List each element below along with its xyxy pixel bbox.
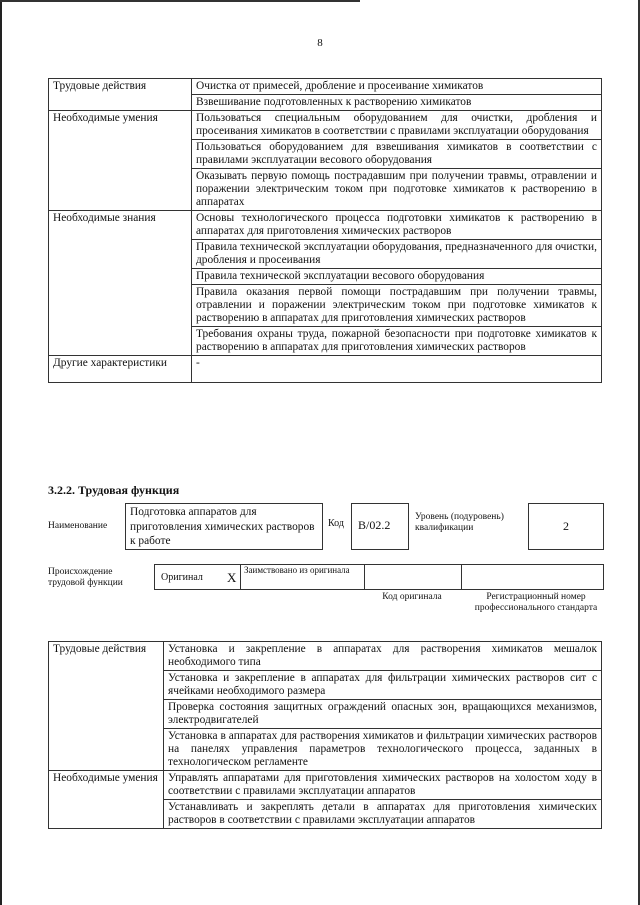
reg-number-caption: Регистрационный номер профессионального стандарта <box>474 592 598 613</box>
table-row <box>49 356 602 383</box>
table-cell: Взвешивание подготовленных к растворению химикатов <box>192 95 602 111</box>
row-label: Трудовые действия <box>49 642 164 771</box>
scan-edge-top <box>0 0 360 2</box>
level-value: 2 <box>563 519 569 533</box>
table-row <box>49 211 602 240</box>
table-row <box>49 771 602 800</box>
divider <box>461 565 462 589</box>
table-cell: Проверка состояния защитных ограждений опасных зон, вращающихся механизмов, электродвигателей <box>164 700 602 729</box>
table-cell: Пользоваться специальным оборудованием для очистки, дробления и просеивания химикатов в соответствии с правилами эксплуатации оборудования <box>192 111 602 140</box>
requirements-table-1 <box>48 78 602 383</box>
table-cell: Оказывать первую помощь пострадавшим при получении травмы, отравлении и поражении электрическим током при подготовке химикатов к растворению в аппаратах <box>192 169 602 211</box>
table-cell: Пользоваться оборудованием для взвешивания химикатов в соответствии с правилами эксплуатации весового оборудования <box>192 140 602 169</box>
table-cell: Основы технологического процесса подготовки химикатов к растворению в аппаратах для приготовления химических растворов <box>192 211 602 240</box>
table-cell: Правила технической эксплуатации весового оборудования <box>192 269 602 285</box>
code-original-caption: Код оригинала <box>382 592 442 602</box>
table-cell: Правила технической эксплуатации оборудования, предназначенного для очистки, дробления и просеивания <box>192 240 602 269</box>
code-label: Код <box>328 518 344 529</box>
table-cell: Устанавливать и закреплять детали в аппаратах для приготовления химических растворов в соответствии с правилами эксплуатации аппаратов <box>164 800 602 829</box>
table-row <box>49 79 602 95</box>
code-box <box>351 503 409 550</box>
origin-label: Происхождение трудовой функции <box>48 567 123 588</box>
divider <box>240 565 241 589</box>
row-label: Необходимые умения <box>49 111 192 211</box>
table-cell: Установка и закрепление в аппаратах для растворения химикатов мешалок необходимого типа <box>164 642 602 671</box>
page-number: 8 <box>317 37 323 49</box>
code-value: B/02.2 <box>358 518 391 532</box>
requirements-table-2 <box>48 641 602 829</box>
original-mark: X <box>227 570 237 585</box>
divider <box>364 565 365 589</box>
table-row <box>49 642 602 671</box>
name-label: Наименование <box>48 521 108 531</box>
table-cell: Установка в аппаратах для растворения химикатов и фильтрации химических растворов на панелях управления параметров технологического процесса, заданных в технологическом регламенте <box>164 729 602 771</box>
scan-edge-left <box>0 0 2 905</box>
row-label: Трудовые действия <box>49 79 192 111</box>
table-row <box>49 111 602 140</box>
table-cell: - <box>192 356 602 383</box>
table-cell: Очистка от примесей, дробление и просеивание химикатов <box>192 79 602 95</box>
borrowed-label: Заимствовано из оригинала <box>244 565 350 575</box>
section-title: 3.2.2. Трудовая функция <box>48 483 180 497</box>
row-label: Другие характеристики <box>49 356 192 383</box>
original-label: Оригинал <box>161 572 203 583</box>
level-box <box>528 503 604 550</box>
table-cell: Установка и закрепление в аппаратах для фильтрации химических растворов сит с ячейками необходимого размера <box>164 671 602 700</box>
table-cell: Управлять аппаратами для приготовления химических растворов на холостом ходу в соответствии с правилами эксплуатации аппаратов <box>164 771 602 800</box>
function-name-field: Подготовка аппаратов для приготовления химических растворов к работе <box>125 503 323 550</box>
table-cell: Правила оказания первой помощи пострадавшим при получении травмы, отравлении и поражении электрическим током при подготовке химикатов к растворению в аппаратах для приготовления химических растворов <box>192 285 602 327</box>
origin-table <box>154 564 604 590</box>
row-label: Необходимые умения <box>49 771 164 829</box>
row-label: Необходимые знания <box>49 211 192 356</box>
table-cell: Требования охраны труда, пожарной безопасности при подготовке химикатов к растворению в аппаратах для приготовления химических растворов <box>192 327 602 356</box>
level-label: Уровень (подуровень) квалификации <box>415 512 504 533</box>
